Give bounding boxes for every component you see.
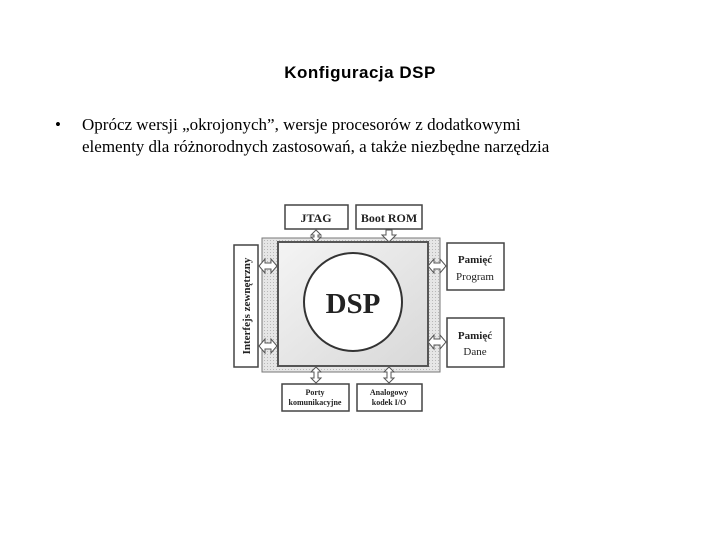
program-memory-sub: Program [456,271,494,283]
ports-label-1: Porty [305,388,325,397]
bullet-line-2: elementy dla różnorodnych zastosowań, a także niezbędne narzędzia [82,137,550,156]
codec-label-1: Analogowy [369,388,409,397]
slide-title: Konfiguracja DSP [284,63,436,82]
data-memory-title: Pamięć [457,330,493,342]
ports-label-2: komunikacyjne [288,398,342,407]
external-interface-block [234,245,258,367]
data-memory-sub: Dane [463,346,487,358]
dsp-core-label: DSP [325,288,381,320]
codec-label-2: kodek I/O [371,398,407,407]
bootrom-label: Boot ROM [360,211,418,225]
bullet-line-1: Oprócz wersji „okrojonych”, wersje procesorów z dodatkowymi [82,115,521,134]
program-memory-block [447,243,504,290]
jtag-label: JTAG [300,211,332,225]
codec-block [357,384,422,411]
data-memory-block [447,318,504,367]
bootrom-block [356,205,422,229]
jtag-block [285,205,348,229]
program-memory-title: Pamięć [457,254,493,266]
dsp-core [304,253,402,351]
ports-block [282,384,349,411]
external-interface-label: Interfejs zewnętrzny [241,257,253,355]
bullet-dot: • [55,115,61,134]
